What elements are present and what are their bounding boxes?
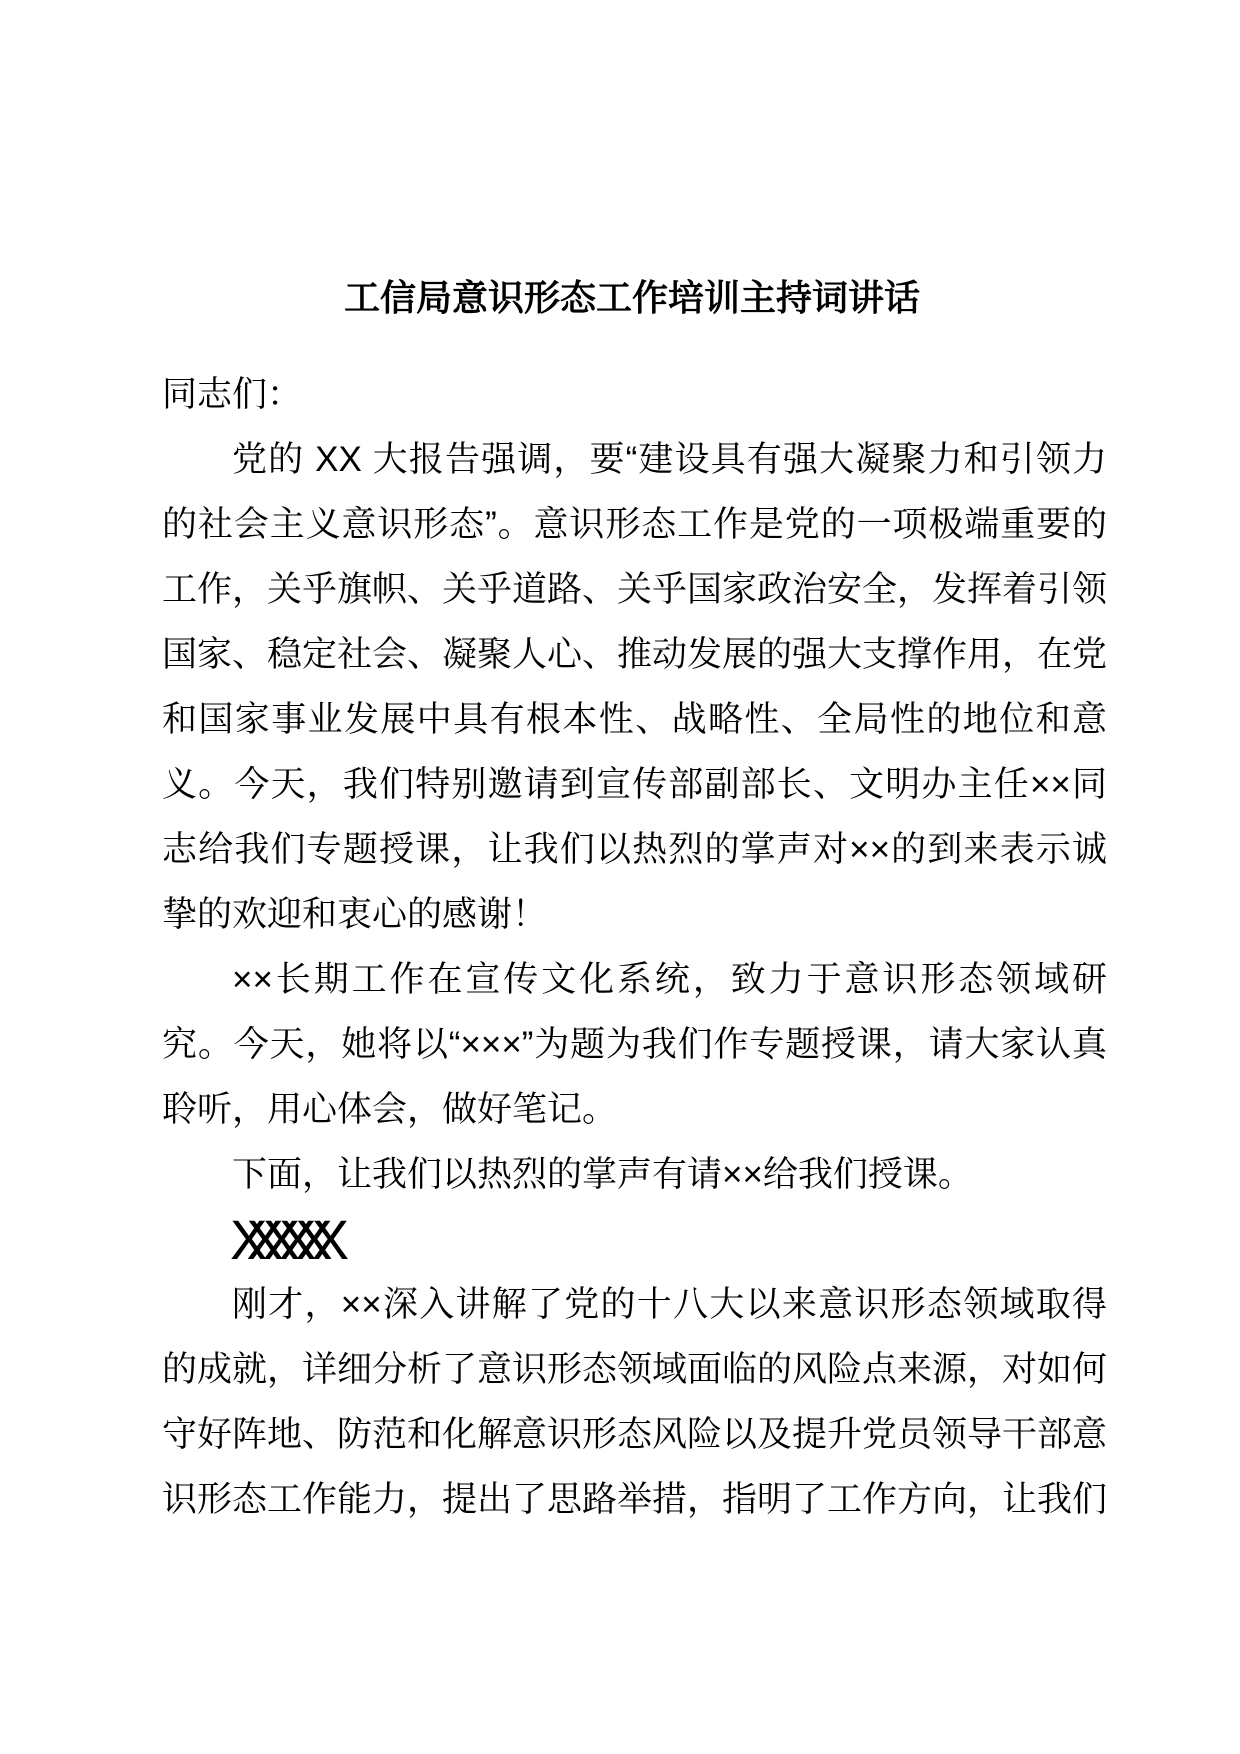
paragraph-report-intro: 党的 XX 大报告强调，要“建设具有强大凝聚力和引领力的社会主义意识形态”。意识形态工作是党的一项极端重要的工作，关乎旗帜、关乎道路、关乎国家政治安全，发挥着引领国家、稳定社会、凝聚人心、推动发展的强大支撑作用，在党和国家事业发展中具有根本性、战略性、全局性的地位和意义。今天，我们特别邀请到宣传部副部长、文明办主任××同志给我们专题授课，让我们以热烈的掌声对××的到来表示诚挚的欢迎和衷心的感谢！ (162, 440, 1108, 934)
paragraph-applause-invite: 下面，让我们以热烈的掌声有请××给我们授课。 (232, 1155, 973, 1194)
placeholder-divider: XXXXXX (230, 1208, 329, 1271)
paragraph-salutation: 同志们： (162, 375, 303, 414)
paragraph-speaker-background: ××长期工作在宣传文化系统，致力于意识形态领域研究。今天，她将以“×××”为题为我们作专题授课，请大家认真聆听，用心体会，做好笔记。 (162, 960, 1107, 1129)
document-body (162, 362, 1107, 1532)
document-title: 工信局意识形态工作培训主持词讲话 (343, 277, 920, 318)
paragraph-summary: 刚才，××深入讲解了党的十八大以来意识形态领域取得的成就，详细分析了意识形态领域面临的风险点来源，对如何守好阵地、防范和化解意识形态风险以及提升党员领导干部意识形态工作能力，提出了思路举措，指明了工作方向，让我们 (162, 1285, 1108, 1519)
